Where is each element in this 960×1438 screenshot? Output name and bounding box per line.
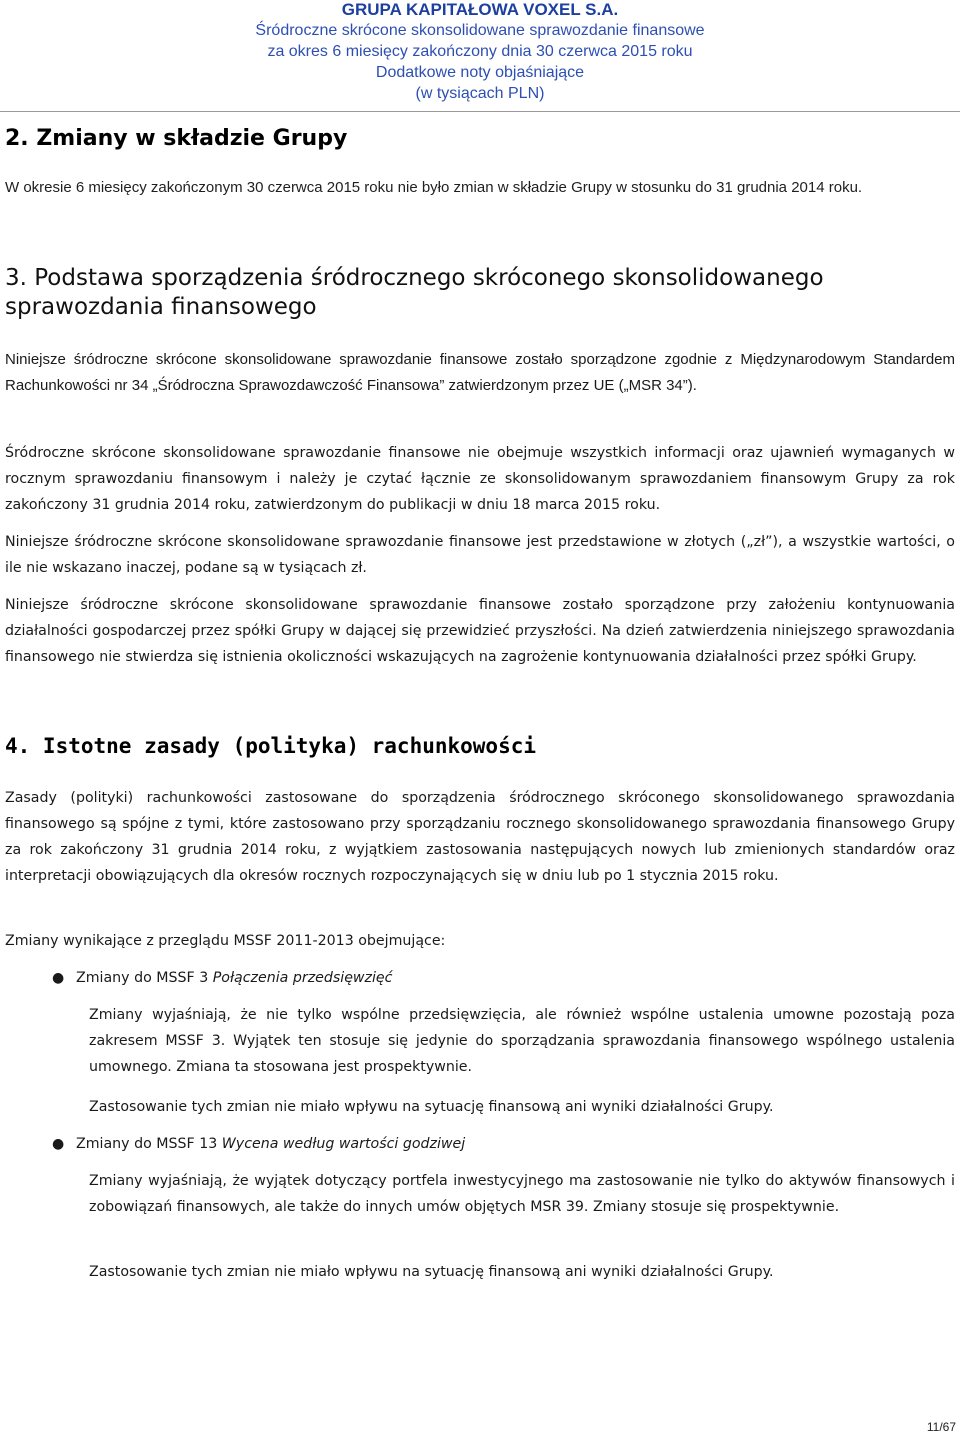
section-4-paragraph-2: Zmiany wynikające z przeglądu MSSF 2011-2013 obejmujące: <box>5 933 446 949</box>
bullet-item-mssf3 <box>52 965 392 991</box>
section-4-paragraph-1: Zasady (polityki) rachunkowości zastosowane do sporządzenia śródrocznego skróconego skonsolidowanego sprawozdania finansowego są spójne z tymi, które zastosowano przy sporządzaniu rocznego skonsolidowanego sprawozdania finansowego Grupy za rok zakończony 31 grudnia 2014 roku, z wyjątkiem zastosowania następujących nowych lub zmienionych standardów oraz interpretacji obowiązujących dla okresów rocznych rozpoczynających się w dniu lub po 1 stycznia 2015 roku. <box>5 790 955 884</box>
header-line-1: Śródroczne skrócone skonsolidowane sprawozdanie finansowe <box>255 22 705 39</box>
header-line-4: (w tysiącach PLN) <box>415 85 545 102</box>
header-divider <box>0 111 960 112</box>
company-name: GRUPA KAPITAŁOWA VOXEL S.A. <box>341 0 619 19</box>
bullet-italic-title: Połączenia przedsięwzięć <box>212 970 393 986</box>
bullet-icon: ● <box>52 1136 65 1152</box>
bullet-label: Zmiany do MSSF 13 Wycena według wartości godziwej <box>76 1136 466 1152</box>
bullet-1-description: Zmiany wyjaśniają, że nie tylko wspólne przedsięwzięcia, ale również wspólne ustalenia umowne pozostają poza zakresem MSSF 3. Wyjątek ten stosuje się jedynie do sporządzania sprawozdania finansowego wspólnego ustalenia umownego. Zmiana ta stosowana jest prospektywnie. <box>89 1007 955 1075</box>
page-header <box>200 0 760 104</box>
section-3-paragraph-1: Niniejsze śródroczne skrócone skonsolidowane sprawozdanie finansowe zostało sporządzone zgodnie z Międzynarodowym Standardem Rachunkowości nr 34 „Śródroczna Sprawozdawczość Finansowa” zatwierdzonym przez UE („MSR 34”). <box>5 351 955 394</box>
header-line-2: za okres 6 miesięcy zakończony dnia 30 czerwca 2015 roku <box>267 43 693 60</box>
section-3-paragraph-3: Niniejsze śródroczne skrócone skonsolidowane sprawozdanie finansowe jest przedstawione w złotych („zł”), a wszystkie wartości, o ile nie wskazano inaczej, podane są w tysiącach zł. <box>5 534 955 576</box>
bullet-italic-title: Wycena według wartości godziwej <box>221 1136 466 1152</box>
bullet-label: Zmiany do MSSF 3 Połączenia przedsięwzięć <box>76 970 393 986</box>
page-number: 11/67 <box>926 1420 956 1434</box>
section-3-paragraph-4: Niniejsze śródroczne skrócone skonsolidowane sprawozdanie finansowe zostało sporządzone przy założeniu kontynuowania działalności gospodarczej przez spółki Grupy w dającej się przewidzieć przyszłości. Na dzień zatwierdzenia niniejszego sprawozdania finansowego nie stwierdza się istnienia okoliczności wskazujących na zagrożenie kontynuowania działalności przez spółki Grupy. <box>5 597 955 665</box>
bullet-2-description: Zmiany wyjaśniają, że wyjątek dotyczący portfela inwestycyjnego ma zastosowanie nie tylko do aktywów finansowych i zobowiązań finansowych, ale także do innych umów objętych MSR 39. Zmiany stosuje się prospektywnie. <box>89 1173 955 1215</box>
section-4-heading: 4. Istotne zasady (polityka) rachunkowości <box>5 734 537 758</box>
bullet-item-mssf13 <box>52 1131 465 1157</box>
header-line-3: Dodatkowe noty objaśniające <box>375 64 585 81</box>
section-2-heading: 2. Zmiany w składzie Grupy <box>5 126 348 151</box>
bullet-1-note: Zastosowanie tych zmian nie miało wpływu na sytuację finansową ani wyniki działalności Grupy. <box>89 1099 774 1115</box>
bullet-icon: ● <box>52 970 65 986</box>
section-3-heading: 3. Podstawa sporządzenia śródrocznego skróconego skonsolidowanego sprawozdania finansowego <box>5 265 824 320</box>
bullet-2-note: Zastosowanie tych zmian nie miało wpływu na sytuację finansową ani wyniki działalności Grupy. <box>89 1264 774 1280</box>
section-2-text: W okresie 6 miesięcy zakończonym 30 czerwca 2015 roku nie było zmian w składzie Grupy w stosunku do 31 grudnia 2014 roku. <box>5 179 863 196</box>
section-3-paragraph-2: Śródroczne skrócone skonsolidowane sprawozdanie finansowe nie obejmuje wszystkich informacji oraz ujawnień wymaganych w rocznym sprawozdaniu finansowym i należy je czytać łącznie ze skonsolidowanym sprawozdaniem finansowym Grupy za rok zakończony 31 grudnia 2014 roku, zatwierdzonym do publikacji w dniu 18 marca 2015 roku. <box>5 445 955 513</box>
